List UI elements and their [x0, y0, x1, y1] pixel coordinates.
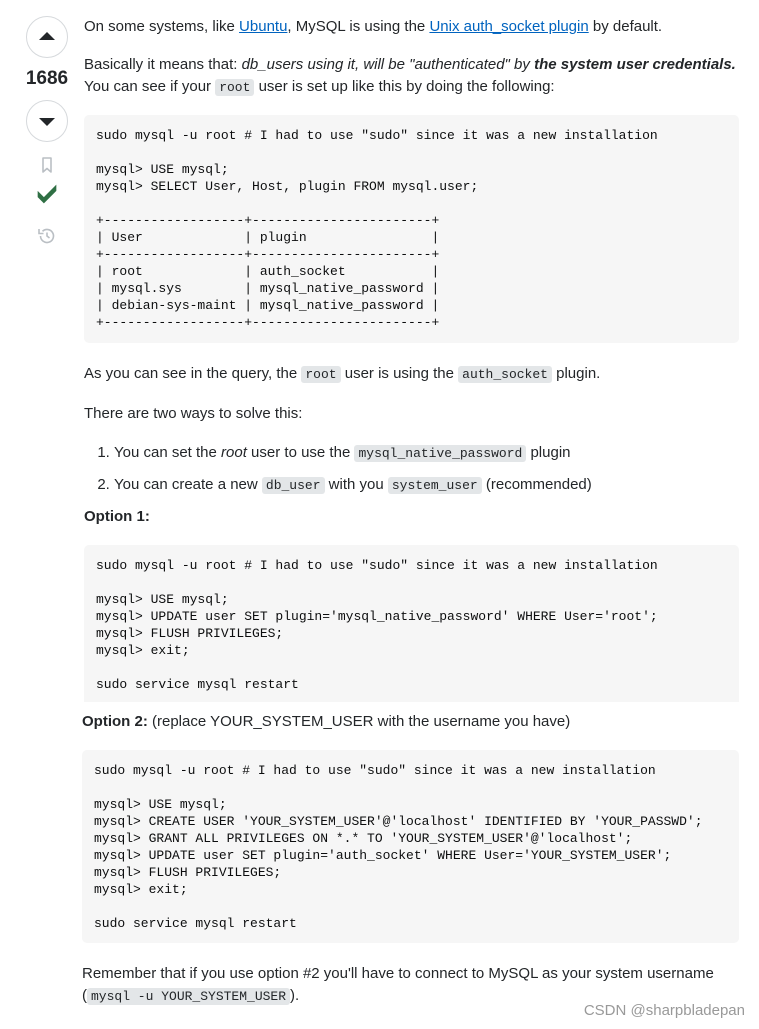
downvote-button[interactable]	[26, 100, 68, 142]
intro-paragraph	[84, 16, 739, 38]
inline-code: mysql -u YOUR_SYSTEM_USER	[87, 988, 290, 1005]
vote-cell	[25, 16, 69, 246]
bookmark-icon[interactable]	[38, 156, 56, 174]
text: plugin	[526, 444, 571, 461]
inline-code: root	[215, 79, 254, 96]
emphasis-text: root	[221, 444, 247, 461]
text: You can create a new	[114, 476, 262, 493]
text: user is set up like this by doing the following:	[254, 78, 555, 95]
list-item	[114, 442, 739, 465]
text: As you can see in the query, the	[84, 365, 302, 382]
text: (replace YOUR_SYSTEM_USER with the username you have)	[147, 713, 571, 730]
text: plugin.	[551, 365, 601, 382]
upvote-button[interactable]	[26, 16, 68, 58]
inline-code: mysql_native_password	[354, 445, 526, 462]
text: user is using the	[340, 365, 459, 382]
text: (	[82, 987, 87, 1004]
history-icon[interactable]	[37, 226, 57, 246]
list-item	[114, 474, 739, 497]
ubuntu-link[interactable]: Ubuntu	[239, 18, 288, 35]
explanation-paragraph	[84, 54, 739, 99]
inline-code: root	[301, 366, 340, 383]
text: with you	[324, 476, 388, 493]
vote-count: 1686	[25, 68, 69, 89]
text: You can see if your	[84, 78, 216, 95]
text: On some systems, like	[84, 18, 240, 35]
text: You can set the	[114, 444, 222, 461]
arrow-down-icon	[38, 112, 56, 130]
text: ).	[290, 987, 300, 1004]
answer-body	[84, 16, 739, 1008]
text: Remember that if you use option #2 you'll have to connect to MySQL as your system username	[82, 965, 714, 982]
watermark: CSDN @sharpbladepan	[583, 1002, 745, 1019]
text: , MySQL is using the	[287, 18, 430, 35]
code-block-option2[interactable]: sudo mysql -u root # I had to use "sudo" since it was a new installation mysql> USE mysql; mysql> CREATE USER 'YOUR_SYSTEM_USER'@'localhost' IDENTIFIED BY 'YOUR_PASSWD'; mysql> GRANT ALL PRIVILEGES ON *.* TO 'YOUR_SYSTEM_USER'@'localhost'; mysql> UPDATE user SET plugin='auth_socket' WHERE User='YOUR_SYSTEM_USER'; mysql> FLUSH PRIVILEGES; mysql> exit; sudo service mysql restart	[82, 750, 739, 943]
option1-heading	[84, 506, 739, 528]
text: user to use the	[246, 444, 355, 461]
auth-socket-link[interactable]: Unix auth_socket plugin	[429, 18, 589, 35]
option-label: Option 1:	[84, 508, 150, 525]
text: (recommended)	[481, 476, 592, 493]
inline-code: system_user	[388, 477, 482, 494]
two-ways-paragraph: There are two ways to solve this:	[84, 405, 303, 422]
inline-code: auth_socket	[458, 366, 552, 383]
code-block-option1[interactable]: sudo mysql -u root # I had to use "sudo" since it was a new installation mysql> USE mysql; mysql> UPDATE user SET plugin='mysql_native_password' WHERE User='root'; mysql> FLUSH PRIVILEGES; mysql> exit; sudo service mysql restart	[84, 545, 739, 702]
option-label: Option 2:	[82, 713, 148, 730]
code-block-query[interactable]: sudo mysql -u root # I had to use "sudo" since it was a new installation mysql> USE mysql; mysql> SELECT User, Host, plugin FROM mysql.user; +------------------+-----------------------+ | User | plugin | +------------------+-----------------------+ | root | auth_socket | | mysql.sys | mysql_native_password | | debian-sys-maint | mysql_native_password | +------------------+-----------------------+	[84, 115, 739, 343]
checkmark-icon	[33, 180, 61, 208]
emphasis-text: db_users using it, will be "authenticated" by	[241, 56, 535, 73]
solution-list	[84, 442, 739, 497]
inline-code: db_user	[262, 477, 325, 494]
option2-heading	[82, 711, 739, 733]
strong-text: the system user credentials.	[534, 56, 736, 73]
text: Basically it means that:	[84, 56, 242, 73]
query-result-paragraph	[84, 363, 739, 386]
text: by default.	[588, 18, 663, 35]
arrow-up-icon	[38, 28, 56, 46]
